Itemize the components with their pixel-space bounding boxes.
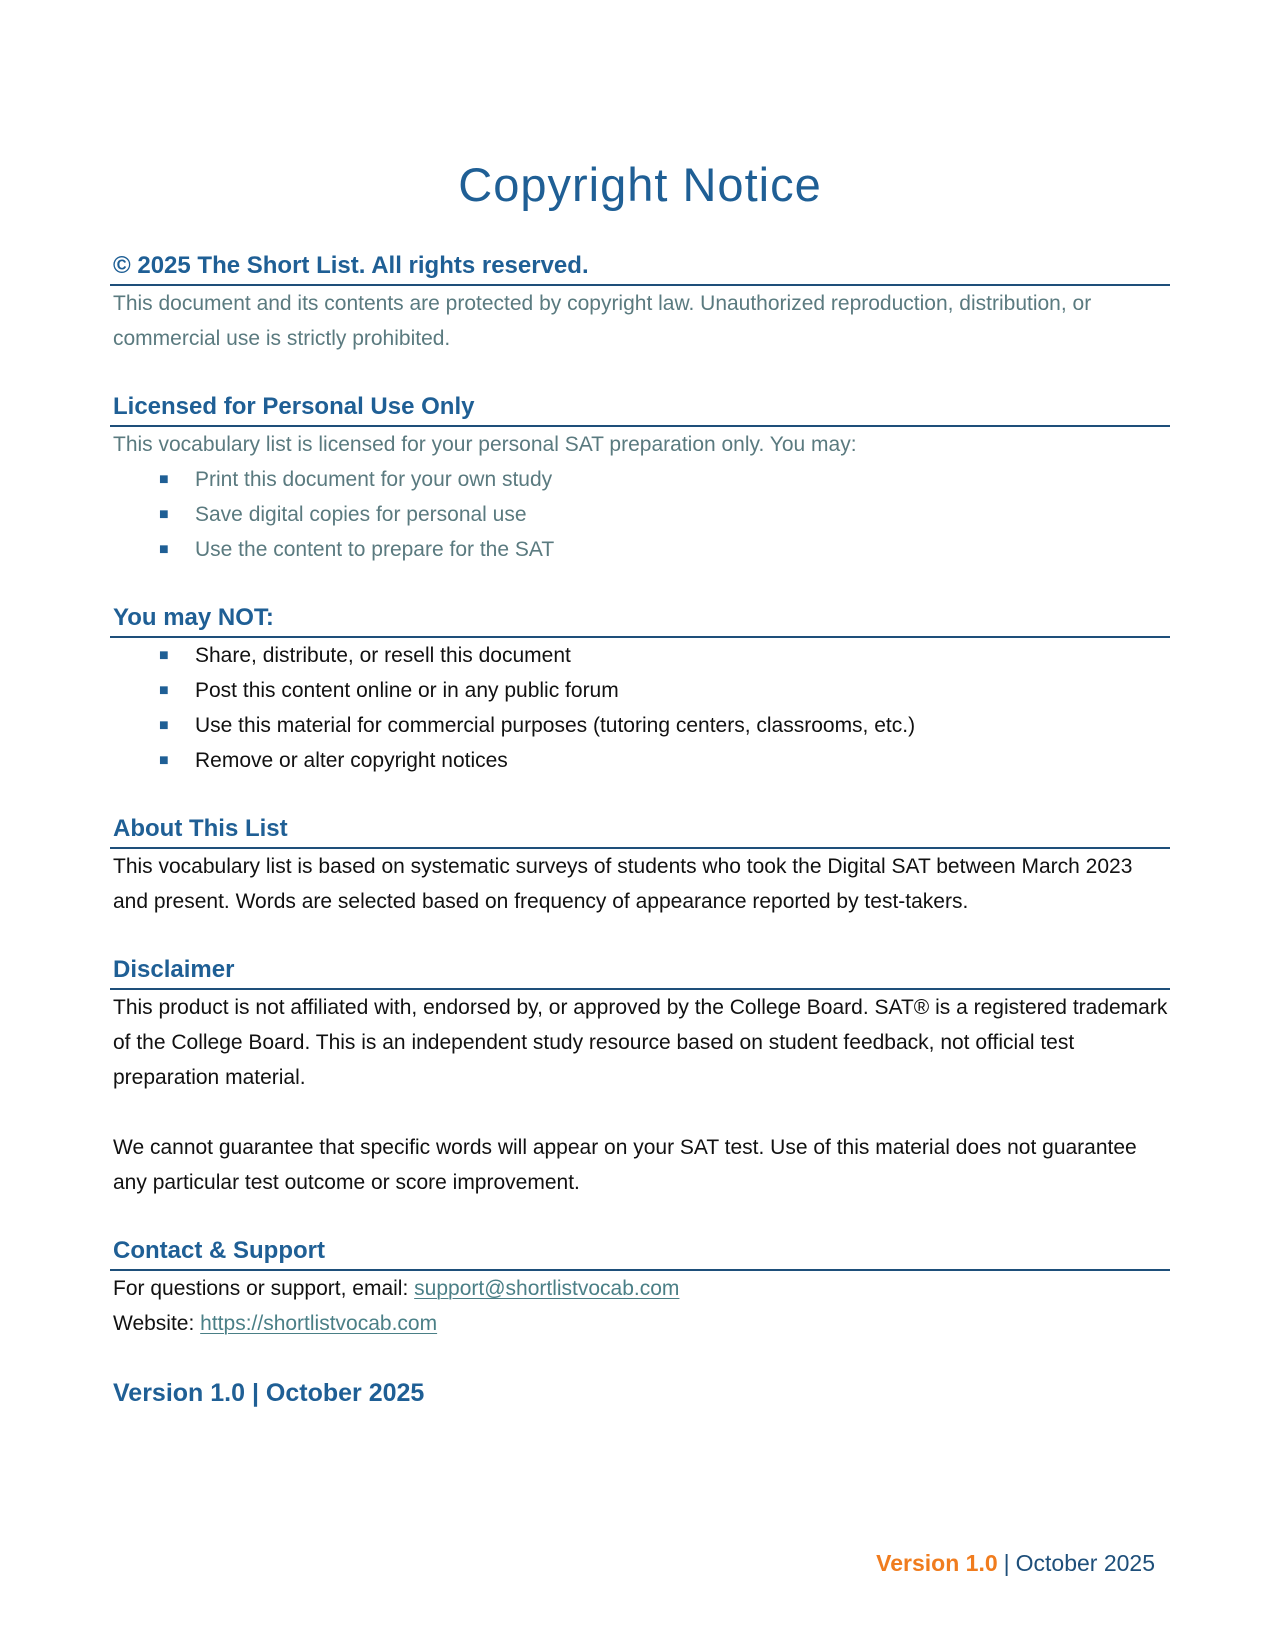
list-item-text: Print this document for your own study [195,468,553,491]
list-item-text: Post this content online or in any public forum [195,679,619,702]
list-item-text: Save digital copies for personal use [195,503,527,526]
disclaimer-paragraph-2: We cannot guarantee that specific words will appear on your SAT test. Use of this material does not guarantee any particular test outcome or score improvement. [113,1136,1137,1194]
list-item [110,497,1170,532]
version-heading: Version 1.0 | October 2025 [113,1379,425,1407]
list-item [110,532,1170,567]
contact-email-line [110,1271,1170,1306]
square-bullet-icon: ■ [159,752,169,769]
support-email-link[interactable]: support@shortlistvocab.com [414,1277,680,1300]
square-bullet-icon: ■ [159,471,169,488]
prohibited-list [110,638,1170,778]
about-body: This vocabulary list is based on systematic surveys of students who took the Digital SAT between March 2023 and present. Words are selected based on frequency of appearance reported by test-takers. [113,855,1133,913]
may-not-heading: You may NOT: [110,603,1170,638]
footer-date: October 2025 [1015,1550,1155,1576]
licensed-heading: Licensed for Personal Use Only [110,392,1170,427]
list-item [110,673,1170,708]
square-bullet-icon: ■ [159,717,169,734]
square-bullet-icon: ■ [159,541,169,558]
square-bullet-icon: ■ [159,506,169,523]
copyright-body: This document and its contents are protected by copyright law. Unauthorized reproduction, distribution, or commercial use is strictly prohibited. [113,292,1092,350]
licensed-intro: This vocabulary list is licensed for your personal SAT preparation only. You may: [113,433,857,456]
allowed-list [110,462,1170,567]
document-page [110,150,1170,1409]
list-item-text: Use this material for commercial purposes (tutoring centers, classrooms, etc.) [195,714,916,737]
about-heading: About This List [110,814,1170,849]
page-footer [876,1550,1155,1577]
list-item [110,462,1170,497]
footer-separator: | [1003,1550,1010,1576]
email-label: For questions or support, email: [113,1277,409,1300]
contact-heading: Contact & Support [110,1236,1170,1271]
page-title: Copyright Notice [458,158,822,211]
list-item-text: Use the content to prepare for the SAT [195,538,555,561]
contact-website-line [110,1306,1170,1341]
website-label: Website: [113,1312,195,1335]
list-item [110,708,1170,743]
copyright-heading: © 2025 The Short List. All rights reserved. [110,251,1170,286]
list-item [110,743,1170,778]
square-bullet-icon: ■ [159,647,169,664]
list-item-text: Share, distribute, or resell this document [195,644,571,667]
footer-version: Version 1.0 [876,1550,998,1576]
disclaimer-heading: Disclaimer [110,955,1170,990]
square-bullet-icon: ■ [159,682,169,699]
website-link[interactable]: https://shortlistvocab.com [200,1312,438,1335]
list-item-text: Remove or alter copyright notices [195,749,508,772]
disclaimer-paragraph-1: This product is not affiliated with, endorsed by, or approved by the College Board. SAT® is a registered trademark of the College Board. This is an independent study resource based on student feedback, not official test preparation material. [113,996,1168,1089]
list-item [110,638,1170,673]
